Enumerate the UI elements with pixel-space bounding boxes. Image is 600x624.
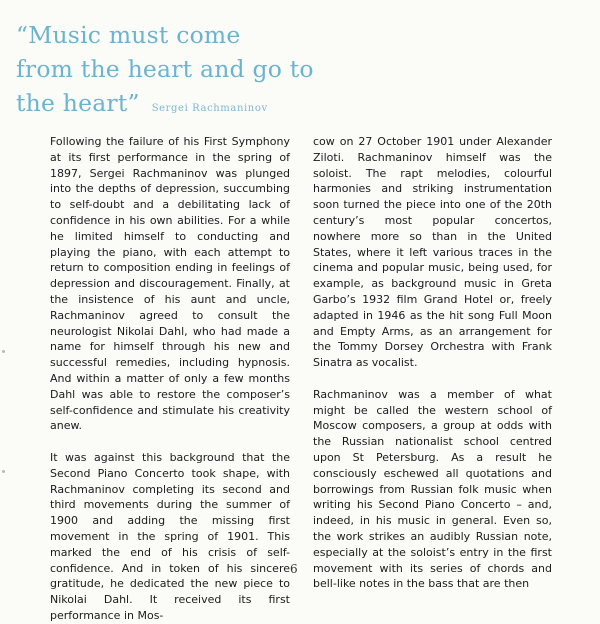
paragraph: It was against this background that the Second Piano Concerto took shape, with Rachmaninov completing its second and third movements during the summer of 1900 and adding the missing first movement in the spring of 1901. This marked the end of his crisis of self-confidence. And in token of his sincere gratitude, he dedicated the new piece to Nikolai Dahl. It received its first performance in Mos- [50, 450, 290, 622]
paragraph: Following the failure of his First Symphony at its first performance in the spring of 1897, Sergei Rachmaninov was plunged into the depths of depression, succumbing to self-doubt and a debilitating lack of confidence in his own abilities. For a while he limited himself to conducting and playing the piano, with each attempt to return to composition ending in feelings of depression and discouragement. Finally, at the insistence of his aunt and uncle, Rachmaninov agreed to consult the neurologist Nikolai Dahl, who had made a name for himself through his new and successful remedies, including hypnosis. And within a matter of only a few months Dahl was able to restore the composer’s self-confidence and stimulate his creativity anew. [50, 135, 290, 433]
quote-line-2: from the heart and go to [16, 55, 314, 83]
scan-mark [2, 350, 5, 353]
quote-attribution: Sergei Rachmaninov [151, 103, 268, 114]
scan-mark [2, 470, 5, 473]
page-number: 6 [290, 562, 298, 576]
pull-quote-heading [16, 18, 396, 126]
paragraph: cow on 27 October 1901 under Alexander Ziloti. Rachmaninov himself was the soloist. The rapt melodies, colourful harmonies and striking instrumentation soon turned the piece into one of the 20th century’s most popular concertos, nowhere more so than in the United States, where it left various traces in the cinema and popular music, being used, for example, as background music in Greta Garbo’s 1932 film Grand Hotel or, freely adapted in 1946 as the hit song Full Moon and Empty Arms, as an arrangement for the Tommy Dorsey Orchestra with Frank Sinatra as vocalist. [313, 135, 552, 370]
quote-line-3 [16, 86, 396, 126]
paragraph: Rachmaninov was a member of what might be called the western school of Moscow composers, a group at odds with the Russian nationalist school centred upon St Petersburg. As a result he consciously eschewed all quotations and borrowings from Russian folk music when writing his Second Piano Concerto – and, indeed, in his music in general. Even so, the work strikes an audibly Russian note, especially at the soloist’s entry in the first movement with its series of chords and bell-like notes in the bass that are then [313, 387, 552, 591]
quote-line-3-text: the heart” [16, 89, 140, 117]
text-column-right [313, 134, 552, 592]
text-column-left [50, 134, 290, 624]
quote-line-1: “Music must come [16, 21, 241, 49]
